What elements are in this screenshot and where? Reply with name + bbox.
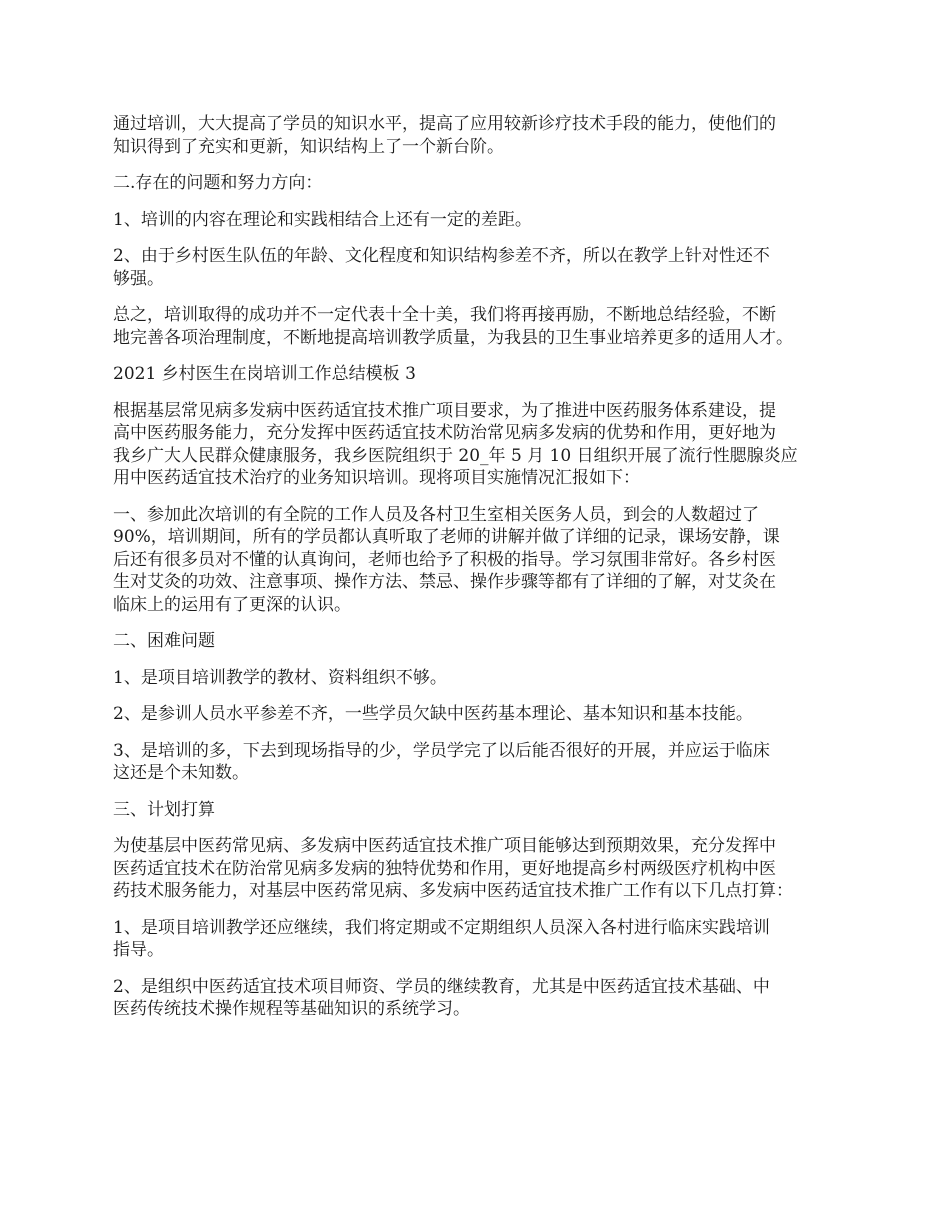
text-line: 2、由于乡村医生队伍的年龄、文化程度和知识结构参差不齐，所以在教学上针对性还不: [113, 246, 770, 266]
text-line: 知识得到了充实和更新，知识结构上了一个新台阶。: [113, 136, 504, 157]
paragraph-difficulty-3: [113, 740, 843, 785]
text-line: 总之，培训取得的成功并不一定代表十全十美，我们将再接再励，不断地总结经验，不断: [113, 305, 776, 325]
text-line: 生对艾灸的功效、注意事项、操作方法、禁忌、操作步骤等都有了详细的了解，对艾灸在: [113, 572, 776, 592]
text-line: 地完善各项治理制度，不断地提高培训教学质量，为我县的卫生事业培养更多的适用人才。: [113, 327, 793, 348]
text-line: 三、计划打算: [113, 799, 215, 820]
text-line: 2、是参训人员水平参差不齐，一些学员欠缺中医药基本理论、基本知识和基本技能。: [113, 704, 753, 724]
text-line: 二、困难问题: [113, 631, 215, 651]
paragraph-problem-1: [113, 209, 843, 232]
document-page: [113, 113, 843, 1035]
paragraph-plan-2: [113, 976, 843, 1021]
section-heading-plans: [113, 799, 843, 822]
paragraph-plans-intro: [113, 835, 843, 903]
text-line: 为使基层中医药常见病、多发病中医药适宜技术推广项目能够达到预期效果，充分发挥中: [113, 836, 776, 856]
text-line: 二.存在的问题和努力方向：: [113, 173, 323, 193]
text-line: 用中医药适宜技术治疗的业务知识培训。现将项目实施情况汇报如下：: [113, 468, 640, 488]
text-line: 这还是个未知数。: [113, 763, 249, 783]
text-line: 3、是培训的多，下去到现场指导的少，学员学完了以后能否很好的开展，并应运于临床: [113, 740, 770, 761]
text-line: 后还有很多员对不懂的认真询问，老师也给予了积极的指导。学习氛围非常好。各乡村医: [113, 549, 776, 570]
text-line: 医药适宜技术在防治常见病多发病的独特优势和作用，更好地提高乡村两级医疗机构中医: [113, 858, 776, 879]
text-line: 一、参加此次培训的有全院的工作人员及各村卫生室相关医务人员，到会的人数超过了: [113, 504, 759, 525]
paragraph-difficulty-1: [113, 667, 843, 690]
document-subtitle: [113, 363, 843, 386]
paragraph-training-results: [113, 113, 843, 158]
text-line: 通过培训，大大提高了学员的知识水平，提高了应用较新诊疗技术手段的能力，使他们的: [113, 114, 776, 134]
paragraph-project-intro: [113, 400, 843, 490]
text-line: 1、是项目培训教学还应继续，我们将定期或不定期组织人员深入各村进行临床实践培训: [113, 917, 770, 938]
paragraph-problem-2: [113, 245, 843, 290]
text-line: 药技术服务能力，对基层中医药常见病、多发病中医药适宜技术推广工作有以下几点打算：: [113, 881, 793, 901]
text-line: 医药传统技术操作规程等基础知识的系统学习。: [113, 999, 470, 1019]
text-line: 2021 乡村医生在岗培训工作总结模板 3: [113, 364, 416, 384]
text-line: 指导。: [113, 940, 164, 960]
text-line: 根据基层常见病多发病中医药适宜技术推广项目要求，为了推进中医药服务体系建设，提: [113, 400, 776, 421]
section-heading-difficulties: [113, 630, 843, 653]
text-line: 够强。: [113, 268, 164, 289]
paragraph-participation: [113, 504, 843, 617]
text-line: 我乡广大人民群众健康服务，我乡医院组织于 20_年 5 月 10 日组织开展了流行性腮腺炎应: [113, 445, 798, 466]
section-heading-problems: [113, 172, 843, 195]
text-line: 90%，培训期间，所有的学员都认真听取了老师的讲解并做了详细的记录，课场安静，课: [113, 527, 780, 547]
text-line: 1、是项目培训教学的教材、资料组织不够。: [113, 667, 447, 688]
paragraph-difficulty-2: [113, 703, 843, 726]
text-line: 2、是组织中医药适宜技术项目师资、学员的继续教育，尤其是中医药适宜技术基础、中: [113, 976, 770, 997]
paragraph-conclusion: [113, 304, 843, 349]
text-line: 高中医药服务能力，充分发挥中医药适宜技术防治常见病多发病的优势和作用，更好地为: [113, 423, 776, 443]
text-line: 1、培训的内容在理论和实践相结合上还有一定的差距。: [113, 209, 532, 230]
text-line: 临床上的运用有了更深的认识。: [113, 594, 351, 615]
paragraph-plan-1: [113, 917, 843, 962]
